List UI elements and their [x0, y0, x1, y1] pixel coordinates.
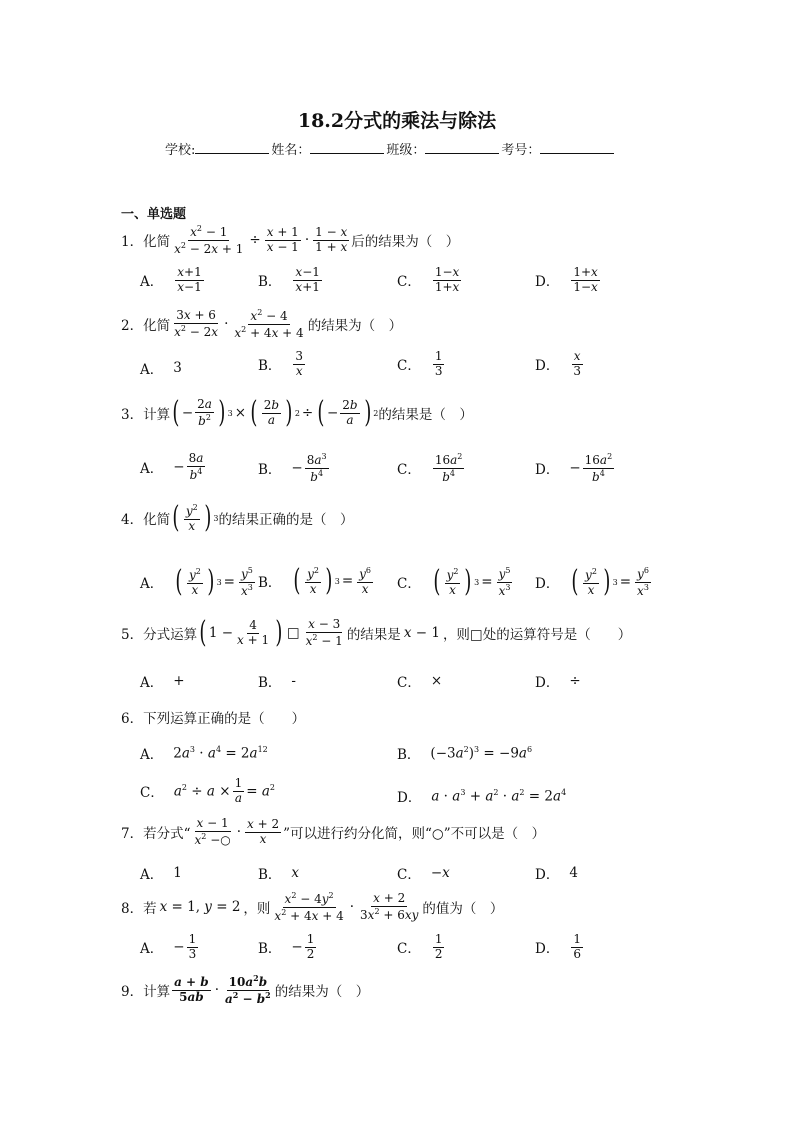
option-d[interactable]: D． $a \cdot a^3 + a^2 \cdot a^2 = 2a^4$	[397, 787, 567, 806]
option-a[interactable]: A． − $\frac{1}{3}$	[140, 932, 197, 961]
option-b[interactable]: B． x−1 x+1	[258, 265, 320, 294]
option-b[interactable]: B． x	[258, 865, 300, 883]
school-label: 学校:	[165, 143, 196, 158]
question-2: 2． 化简 3x + 6 $x^2 - 2x$ · $x^2 - 4$ $x^2 + 4x + 4$ 的结果为（ ）	[121, 308, 403, 340]
option-c[interactable]: C． 1−x 1+x	[397, 265, 460, 294]
exam-blank[interactable]	[540, 141, 614, 154]
question-9: 9． 计算 a + b 5ab · $10a^2b$ $a^2 - b^2$ 的结果为（ ）	[121, 973, 370, 1006]
question-text: 化简	[143, 318, 171, 335]
option-d[interactable]: D． 4	[535, 865, 578, 883]
question-text: 的结果是（ ）	[378, 407, 473, 424]
question-text: 下列运算正确的是（ ）	[143, 711, 306, 727]
option-a[interactable]: A． − $\frac{8a}{b^4}$	[140, 451, 204, 482]
option-d[interactable]: D． 1 6	[535, 932, 581, 961]
option-b[interactable]: B． − $\frac{1}{2}$	[258, 932, 315, 961]
question-text: 的值为（ ）	[422, 901, 504, 918]
fraction: $x^2 - 4y^2$ $x^2 + 4x + 4$	[274, 891, 344, 923]
option-d[interactable]: D． 1+x 1−x	[535, 265, 598, 294]
option-d[interactable]: D． − $\frac{16a^2}{b^4}$	[535, 452, 613, 484]
option-a[interactable]: A． 1	[140, 865, 182, 883]
fraction: x − 3 $x^2 - 1$	[305, 617, 343, 648]
question-text: 的结果是	[346, 627, 401, 644]
option-a[interactable]: A． +	[140, 673, 185, 691]
question-text: 的结果为（ ）	[274, 984, 370, 1001]
question-number: 9．	[121, 984, 144, 1001]
option-c[interactable]: C． 1 2	[397, 932, 443, 961]
name-label: 姓名：	[271, 143, 311, 158]
question-number: 8．	[121, 901, 144, 918]
option-b[interactable]: B． $(-3a^2)^3 = -9a^6$	[397, 744, 533, 763]
question-number: 4．	[121, 512, 144, 529]
option-a[interactable]: A． 3	[140, 360, 182, 378]
question-text: 化简	[143, 234, 171, 251]
question-number: 6．	[121, 711, 144, 727]
option-b[interactable]: B． − $\frac{8a^3}{b^4}$	[258, 452, 327, 484]
question-5: 5． 分式运算 ( 1 − $\frac{4}{x + 1}$ ) □ x − 3 $x^2 - 1$ 的结果是 x − 1 ，则□处的运算符号是（ ）	[121, 615, 632, 651]
question-text: 的结果为（ ）	[307, 318, 403, 335]
fraction: $\frac{x^2 - 1}{x^2 - 2x + 1}$	[174, 224, 244, 256]
fraction: x − 1 $x^2$ −○	[194, 816, 231, 847]
option-c[interactable]: C． ×	[397, 673, 443, 691]
question-text: 计算	[143, 407, 171, 424]
option-c[interactable]: C． 1 3	[397, 349, 443, 378]
option-a[interactable]: A． ( $y^2$ x ) 3 = $\frac{y^5}{x^3}$	[140, 564, 253, 600]
option-c[interactable]: C． $16a^2$ $b^4$	[397, 452, 463, 484]
name-blank[interactable]	[310, 141, 384, 154]
question-text: 若	[143, 901, 157, 918]
class-label: 班级：	[386, 143, 426, 158]
fraction: a + b 5ab	[174, 975, 209, 1004]
fraction: x + 2 $3x^2 + 6xy$	[360, 891, 419, 922]
option-d[interactable]: D． x 3	[535, 349, 581, 378]
fraction: $\frac{x + 1}{x - 1}$	[266, 225, 299, 254]
question-number: 5．	[121, 627, 144, 644]
fraction: $10a^2b$ $a^2 - b^2$	[224, 973, 271, 1006]
question-text: 若分式“	[143, 826, 191, 843]
question-text: 化简	[143, 512, 171, 529]
section-heading: 一、单选题	[121, 207, 187, 222]
fraction: 1 − x 1 + x	[315, 225, 348, 254]
question-8: 8． 若 x = 1, y = 2 ，则 $x^2 - 4y^2$ $x^2 + 4x + 4$ · x + 2 $3x^2 + 6xy$ 的值为（ ）	[121, 891, 504, 923]
class-blank[interactable]	[425, 141, 499, 154]
fraction: x + 2 x	[247, 817, 280, 846]
option-c[interactable]: C． ( $y^2$ x ) 3 = $\frac{y^5}{x^3}$	[397, 564, 511, 600]
question-number: 2．	[121, 318, 144, 335]
question-3: 3． 计算 ( − $\frac{2a}{b^2}$ ) 3 × ( 2b a ) 2 ÷ ( − $\frac{2b}{a}$ ) 2 的结果是（ ）	[121, 395, 473, 431]
student-info-line	[165, 139, 616, 158]
option-b[interactable]: B． 3 x	[258, 349, 304, 378]
exam-label: 考号：	[501, 143, 541, 158]
question-number: 7．	[121, 826, 144, 843]
option-a[interactable]: A． x+1 x−1	[140, 265, 202, 294]
question-text: ，则□处的运算符号是（ ）	[442, 627, 632, 644]
question-1: 1． 化简 $\frac{x^2 - 1}{x^2 - 2x + 1}$ ÷ $\frac{x + 1}{x - 1}$ · 1 − x 1 + x 后的结果为（ ）	[121, 224, 460, 256]
option-c[interactable]: C． −x	[397, 865, 450, 883]
question-text: ，则	[243, 901, 271, 918]
question-text: 的结果正确的是（ ）	[218, 512, 354, 529]
question-text: ”可以进行约分化简，则“○”不可以是（ ）	[283, 826, 546, 843]
option-b[interactable]: B． ( $y^2$ x ) 3 = $\frac{y^6}{x}$	[258, 563, 372, 599]
question-7: 7． 若分式“ x − 1 $x^2$ −○ · x + 2 x ”可以进行约分化简，则“○”不可以是（ ）	[121, 816, 546, 847]
question-6	[121, 707, 305, 727]
question-text: 计算	[143, 984, 171, 1001]
fraction: $x^2 - 4$ $x^2 + 4x + 4$	[234, 308, 304, 340]
option-c[interactable]: C． $a^2 \div a$ × $\frac{1}{a}$ = $a^2$	[140, 776, 275, 805]
school-blank[interactable]	[195, 141, 269, 154]
page-title: 18.2分式的乘法与除法	[297, 110, 497, 132]
question-text: 后的结果为（ ）	[351, 234, 460, 251]
question-text: 分式运算	[143, 627, 198, 644]
option-d[interactable]: D． ÷	[535, 673, 581, 691]
question-number: 1．	[121, 234, 144, 251]
option-a[interactable]: A． $2a^3 \cdot a^4 = 2a^{12}$	[140, 744, 268, 763]
question-4: 4． 化简 ( $y^2$ x ) 3 的结果正确的是（ ）	[121, 500, 354, 536]
fraction: 3x + 6 $x^2 - 2x$	[174, 308, 219, 339]
option-b[interactable]: B． -	[258, 673, 296, 691]
question-number: 3．	[121, 407, 144, 424]
option-d[interactable]: D． ( $y^2$ x ) 3 = $\frac{y^6}{x^3}$	[535, 564, 649, 600]
